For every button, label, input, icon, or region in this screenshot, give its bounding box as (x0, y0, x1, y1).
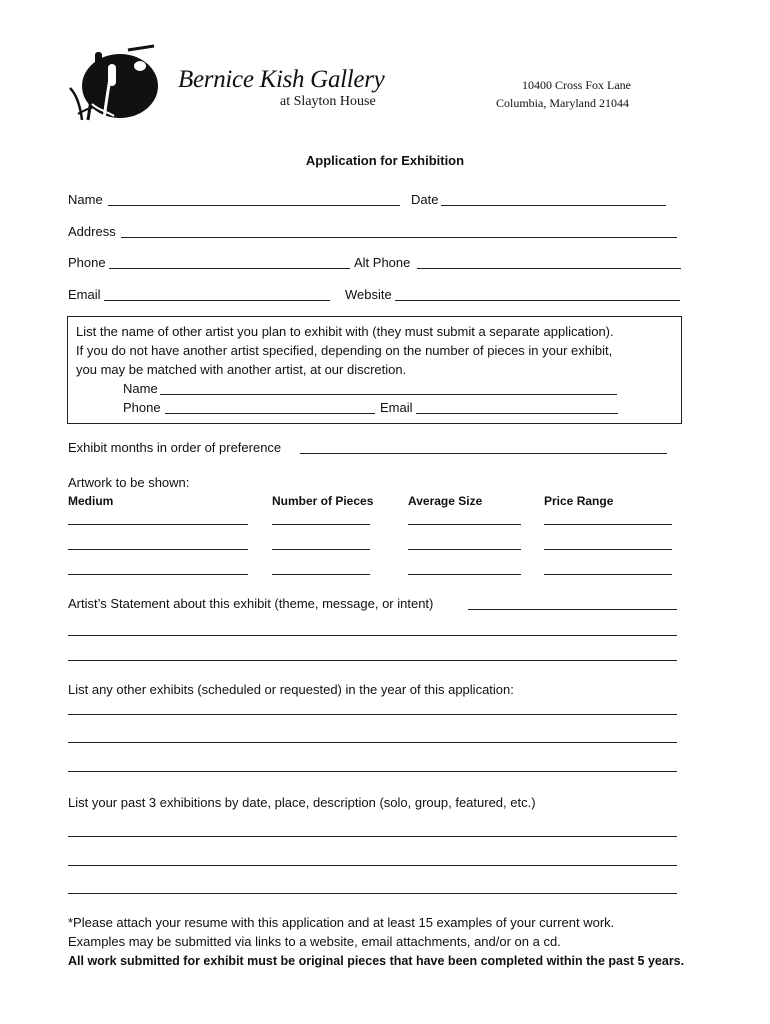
gallery-name: Bernice Kish Gallery (178, 66, 385, 93)
price-field-2[interactable] (544, 549, 672, 550)
past-exhibits-field-1[interactable] (68, 836, 677, 837)
artist-email-field[interactable] (416, 413, 618, 414)
name-label: Name (68, 192, 103, 207)
alt-phone-field[interactable] (417, 268, 681, 269)
email-label: Email (68, 287, 101, 302)
pieces-field-3[interactable] (272, 574, 370, 575)
artist-email-label: Email (380, 400, 413, 415)
other-exhibits-field-1[interactable] (68, 714, 677, 715)
address-label: Address (68, 224, 116, 239)
artwork-label: Artwork to be shown: (68, 475, 190, 490)
artist-name-label: Name (123, 381, 158, 396)
statement-field-1[interactable] (468, 609, 677, 610)
gallery-logo (68, 44, 160, 122)
other-exhibits-field-3[interactable] (68, 771, 677, 772)
date-label: Date (411, 192, 439, 207)
column-medium: Medium (68, 494, 114, 508)
statement-field-3[interactable] (68, 660, 677, 661)
exhibit-months-field[interactable] (300, 453, 667, 454)
address-field[interactable] (121, 237, 677, 238)
past-exhibits-field-2[interactable] (68, 865, 677, 866)
gallery-address-city: Columbia, Maryland 21044 (496, 96, 629, 110)
phone-field[interactable] (109, 268, 350, 269)
artist-box-instruction-3: you may be matched with another artist, at our discretion. (76, 362, 407, 377)
footer-submission-note: Examples may be submitted via links to a website, email attachments, and/or on a cd. (68, 934, 561, 949)
website-label: Website (345, 287, 392, 302)
medium-field-3[interactable] (68, 574, 248, 575)
artist-name-field[interactable] (160, 394, 617, 395)
column-number-of-pieces: Number of Pieces (272, 494, 374, 508)
past-exhibits-label: List your past 3 exhibitions by date, place, description (solo, group, featured, etc.) (68, 795, 536, 810)
cattail-palette-logo-icon (68, 44, 160, 122)
alt-phone-label: Alt Phone (354, 255, 411, 270)
email-field[interactable] (104, 300, 330, 301)
price-field-3[interactable] (544, 574, 672, 575)
column-average-size: Average Size (408, 494, 483, 508)
medium-field-2[interactable] (68, 549, 248, 550)
name-field[interactable] (108, 205, 400, 206)
statement-label: Artist’s Statement about this exhibit (theme, message, or intent) (68, 596, 434, 611)
footer-resume-note: *Please attach your resume with this application and at least 15 examples of your current work. (68, 915, 615, 930)
footer-originality-note: All work submitted for exhibit must be original pieces that have been completed within the past 5 years. (68, 954, 685, 968)
size-field-3[interactable] (408, 574, 521, 575)
gallery-subtitle: at Slayton House (280, 94, 376, 109)
column-price-range: Price Range (544, 494, 614, 508)
artist-box-instruction-1: List the name of other artist you plan to exhibit with (they must submit a separate application). (76, 324, 614, 339)
phone-label: Phone (68, 255, 106, 270)
medium-field-1[interactable] (68, 524, 248, 525)
size-field-1[interactable] (408, 524, 521, 525)
artist-phone-field[interactable] (165, 413, 375, 414)
pieces-field-1[interactable] (272, 524, 370, 525)
other-exhibits-field-2[interactable] (68, 742, 677, 743)
date-field[interactable] (441, 205, 666, 206)
exhibit-months-label: Exhibit months in order of preference (68, 440, 282, 455)
pieces-field-2[interactable] (272, 549, 370, 550)
other-exhibits-label: List any other exhibits (scheduled or requested) in the year of this application: (68, 682, 514, 697)
size-field-2[interactable] (408, 549, 521, 550)
past-exhibits-field-3[interactable] (68, 893, 677, 894)
artist-box-instruction-2: If you do not have another artist specified, depending on the number of pieces in your exhibit, (76, 343, 613, 358)
website-field[interactable] (395, 300, 680, 301)
price-field-1[interactable] (544, 524, 672, 525)
gallery-address-street: 10400 Cross Fox Lane (522, 78, 631, 92)
other-artist-box (67, 316, 682, 424)
artist-phone-label: Phone (123, 400, 161, 415)
form-title: Application for Exhibition (305, 153, 465, 168)
statement-field-2[interactable] (68, 635, 677, 636)
